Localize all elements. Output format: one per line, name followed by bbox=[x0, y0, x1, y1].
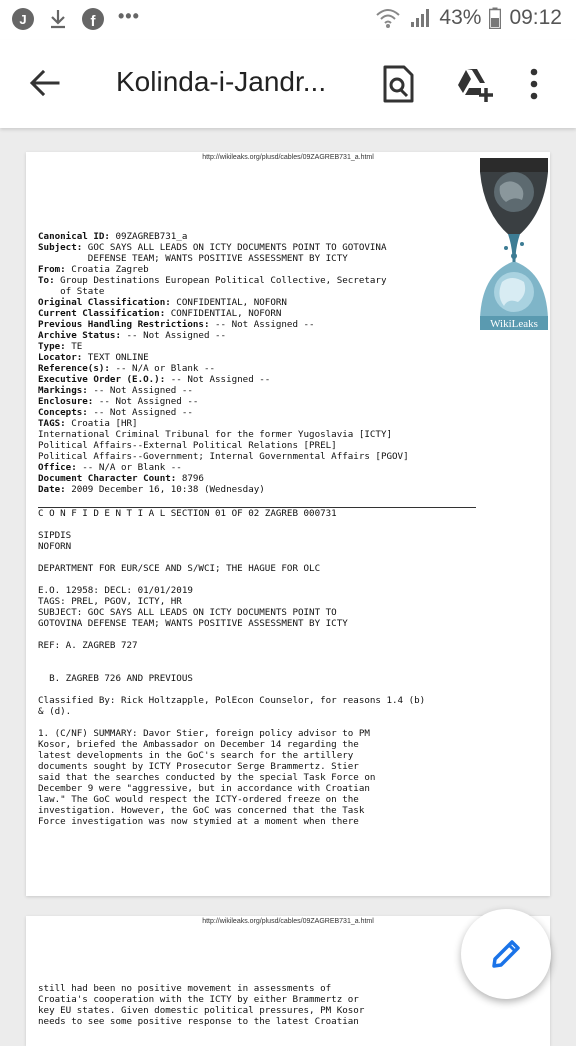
metadata-line bbox=[38, 242, 409, 253]
metadata-value: CONFIDENTIAL, NOFORN bbox=[165, 308, 282, 319]
metadata-value: -- Not Assigned -- bbox=[93, 396, 199, 407]
body-line: said that the searches conducted by the special Task Force on bbox=[38, 772, 376, 783]
metadata-label: Enclosure: bbox=[38, 396, 94, 407]
metadata-line bbox=[38, 297, 409, 308]
status-bar-notifications bbox=[12, 5, 140, 30]
metadata-line bbox=[38, 330, 409, 341]
metadata-label: Date: bbox=[38, 484, 66, 495]
status-time: 09:12 bbox=[509, 6, 562, 29]
document-page-1[interactable] bbox=[26, 152, 550, 896]
app-bar bbox=[0, 40, 576, 128]
metadata-value: -- N/A or Blank -- bbox=[76, 462, 182, 473]
metadata-label: Archive Status: bbox=[38, 330, 121, 341]
body-line: 1. (C/NF) SUMMARY: Davor Stier, foreign policy advisor to PM bbox=[38, 728, 370, 739]
edit-fab-button[interactable] bbox=[461, 909, 551, 999]
status-bar-system bbox=[375, 6, 562, 30]
more-notifications-icon: ••• bbox=[118, 5, 140, 26]
metadata-value: International Criminal Tribunal for the former Yugoslavia [ICTY] bbox=[38, 429, 393, 440]
body-line: B. ZAGREB 726 AND PREVIOUS bbox=[38, 673, 193, 684]
metadata-label: TAGS: bbox=[38, 418, 66, 429]
body-line: DEPARTMENT FOR EUR/SCE AND S/WCI; THE HAGUE FOR OLC bbox=[38, 563, 321, 574]
metadata-label: Type: bbox=[38, 341, 66, 352]
body-line: TAGS: PREL, PGOV, ICTY, HR bbox=[38, 596, 182, 607]
page-url: http://wikileaks.org/plusd/cables/09ZAGREB731_a.html bbox=[202, 154, 374, 161]
wikileaks-logo bbox=[478, 156, 550, 332]
edit-pencil-icon bbox=[489, 937, 523, 971]
metadata-line bbox=[38, 231, 409, 242]
j-notification-icon: J bbox=[12, 8, 34, 30]
body-line bbox=[38, 717, 425, 728]
metadata-label: Markings: bbox=[38, 385, 88, 396]
metadata-label: Original Classification: bbox=[38, 297, 171, 308]
metadata-line bbox=[38, 286, 409, 297]
body-line bbox=[38, 684, 425, 695]
metadata-value: 09ZAGREB731_a bbox=[109, 231, 188, 242]
body-line: needs to see some positive response to the latest Croatian bbox=[38, 1016, 359, 1027]
body-line: GOTOVINA DEFENSE TEAM; WANTS POSITIVE ASSESSMENT BY ICTY bbox=[38, 618, 348, 629]
signal-icon bbox=[409, 7, 431, 29]
metadata-value: DEFENSE TEAM; WANTS POSITIVE ASSESSMENT BY ICTY bbox=[38, 253, 348, 264]
metadata-value: TE bbox=[65, 341, 83, 352]
metadata-line bbox=[38, 473, 409, 484]
metadata-line bbox=[38, 363, 409, 374]
metadata-label: Executive Order (E.O.): bbox=[38, 374, 166, 385]
body-line bbox=[38, 662, 425, 673]
metadata-line bbox=[38, 451, 409, 462]
metadata-line bbox=[38, 440, 409, 451]
metadata-value: Group Destinations European Political Collective, Secretary bbox=[54, 275, 387, 286]
body-line: Kosor, briefed the Ambassador on December 14 regarding the bbox=[38, 739, 359, 750]
metadata-line bbox=[38, 264, 409, 275]
metadata-value: 2009 December 16, 10:38 (Wednesday) bbox=[65, 484, 265, 495]
metadata-value: CONFIDENTIAL, NOFORN bbox=[170, 297, 287, 308]
metadata-value: Political Affairs--External Political Relations [PREL] bbox=[38, 440, 337, 451]
page-url: http://wikileaks.org/plusd/cables/09ZAGREB731_a.html bbox=[202, 918, 374, 925]
metadata-value: TEXT ONLINE bbox=[82, 352, 149, 363]
wikileaks-logo-text: WikiLeaks bbox=[490, 318, 538, 330]
body-line: investigation. However, the GoC was concerned that the Task bbox=[38, 805, 365, 816]
body-line: SUBJECT: GOC SAYS ALL LEADS ON ICTY DOCUMENTS POINT TO bbox=[38, 607, 337, 618]
metadata-value: -- N/A or Blank -- bbox=[109, 363, 216, 374]
metadata-line bbox=[38, 418, 409, 429]
metadata-line bbox=[38, 319, 409, 330]
body-line: Croatia's cooperation with the ICTY by either Brammertz or bbox=[38, 994, 359, 1005]
cable-body bbox=[38, 508, 425, 827]
body-line: still had been no positive movement in assessments of bbox=[38, 983, 332, 994]
metadata-line bbox=[38, 275, 409, 286]
metadata-line bbox=[38, 341, 409, 352]
metadata-value: 8796 bbox=[176, 473, 204, 484]
metadata-value: -- Not Assigned -- bbox=[87, 385, 193, 396]
metadata-value: -- Not Assigned -- bbox=[165, 374, 271, 385]
metadata-value: Croatia Zagreb bbox=[65, 264, 149, 275]
body-line bbox=[38, 519, 425, 530]
metadata-value: -- Not Assigned -- bbox=[87, 407, 193, 418]
metadata-value: -- Not Assigned -- bbox=[120, 330, 227, 341]
metadata-label: Reference(s): bbox=[38, 363, 110, 374]
body-line: C O N F I D E N T I A L SECTION 01 OF 02 ZAGREB 000731 bbox=[38, 508, 337, 519]
cable-metadata bbox=[38, 231, 409, 495]
back-arrow-icon[interactable] bbox=[28, 66, 62, 100]
metadata-label: Office: bbox=[38, 462, 77, 473]
body-line bbox=[38, 629, 425, 640]
metadata-label: Subject: bbox=[38, 242, 83, 253]
metadata-line bbox=[38, 385, 409, 396]
metadata-value: of State bbox=[38, 286, 105, 297]
metadata-line bbox=[38, 374, 409, 385]
metadata-line bbox=[38, 396, 409, 407]
add-to-drive-icon[interactable] bbox=[454, 64, 494, 104]
metadata-label: Concepts: bbox=[38, 407, 88, 418]
metadata-line bbox=[38, 429, 409, 440]
document-title: Kolinda-i-Jandr... bbox=[116, 66, 327, 97]
metadata-label: Previous Handling Restrictions: bbox=[38, 319, 210, 330]
battery-icon bbox=[489, 7, 501, 29]
battery-percent: 43% bbox=[439, 6, 482, 29]
body-line: Classified By: Rick Holtzapple, PolEcon Counselor, for reasons 1.4 (b) bbox=[38, 695, 426, 706]
metadata-value: -- Not Assigned -- bbox=[209, 319, 315, 330]
body-line: documents sought by ICTY Prosecutor Serge Brammertz. Stier bbox=[38, 761, 359, 772]
body-line: Force investigation was now stymied at a moment when there bbox=[38, 816, 359, 827]
metadata-label: Locator: bbox=[38, 352, 83, 363]
body-line: latest developments in the GoC's search for the artillery bbox=[38, 750, 354, 761]
metadata-value: GOC SAYS ALL LEADS ON ICTY DOCUMENTS POINT TO GOTOVINA bbox=[82, 242, 387, 253]
metadata-label: Current Classification: bbox=[38, 308, 166, 319]
body-line: key EU states. Given domestic political pressures, PM Kosor bbox=[38, 1005, 365, 1016]
metadata-value: Political Affairs--Government; Internal Governmental Affairs [PGOV] bbox=[38, 451, 409, 462]
body-line: SIPDIS bbox=[38, 530, 72, 541]
metadata-line bbox=[38, 462, 409, 473]
body-line: December 9 were "aggressive, but in accordance with Croatian bbox=[38, 783, 370, 794]
body-line: E.O. 12958: DECL: 01/01/2019 bbox=[38, 585, 193, 596]
metadata-label: To: bbox=[38, 275, 55, 286]
metadata-line bbox=[38, 253, 409, 264]
wifi-icon bbox=[375, 7, 401, 29]
cable-body-continued bbox=[38, 983, 364, 1027]
metadata-label: From: bbox=[38, 264, 66, 275]
metadata-label: Canonical ID: bbox=[38, 231, 110, 242]
metadata-value: Croatia [HR] bbox=[65, 418, 138, 429]
metadata-label: Document Character Count: bbox=[38, 473, 177, 484]
body-line bbox=[38, 552, 425, 563]
more-vert-icon[interactable] bbox=[527, 64, 541, 104]
find-in-document-icon[interactable] bbox=[380, 64, 416, 104]
download-icon bbox=[48, 8, 68, 30]
metadata-line bbox=[38, 484, 409, 495]
status-bar bbox=[0, 0, 576, 40]
body-line bbox=[38, 574, 425, 585]
body-line bbox=[38, 651, 425, 662]
metadata-line bbox=[38, 352, 409, 363]
body-line: & (d). bbox=[38, 706, 72, 717]
metadata-line bbox=[38, 407, 409, 418]
metadata-line bbox=[38, 308, 409, 319]
body-line: NOFORN bbox=[38, 541, 72, 552]
body-line: law." The GoC would respect the ICTY-ordered freeze on the bbox=[38, 794, 359, 805]
body-line: REF: A. ZAGREB 727 bbox=[38, 640, 138, 651]
facebook-icon: f bbox=[82, 8, 104, 30]
